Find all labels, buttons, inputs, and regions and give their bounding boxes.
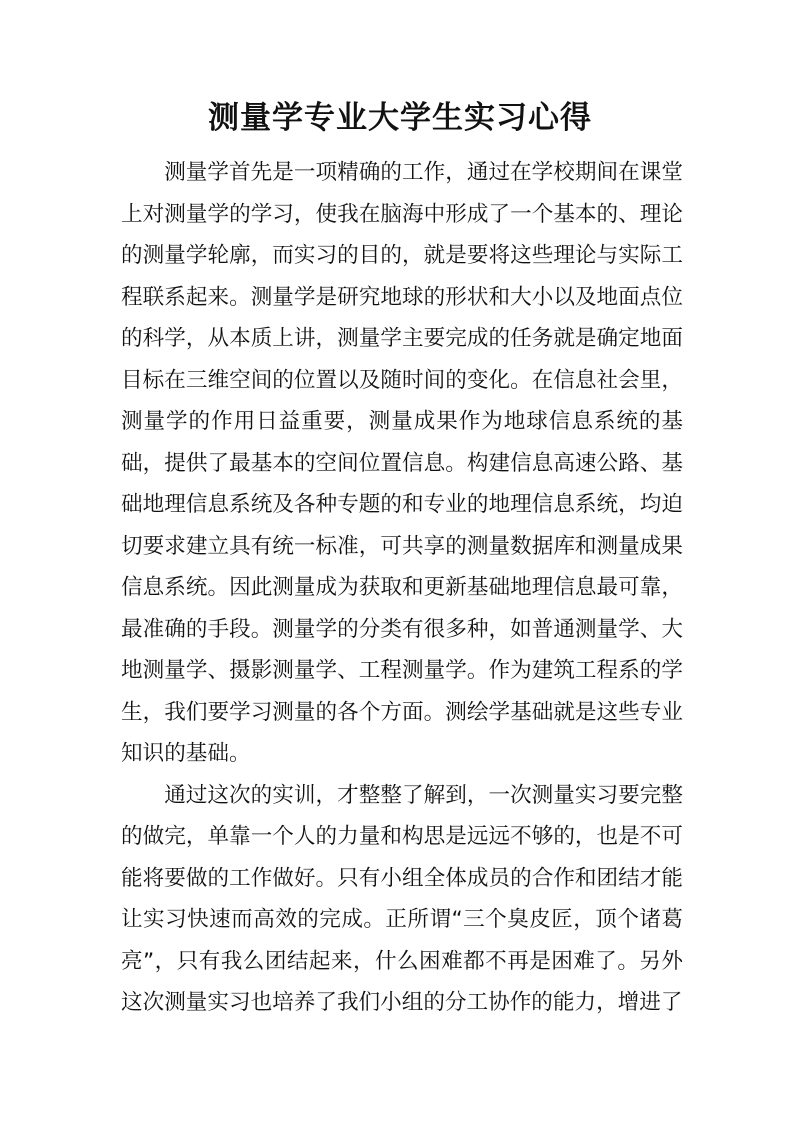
document-body [121,152,683,1024]
paragraph-2: 通过这次的实训，才整整了解到，一次测量实习要完整的做完，单靠一个人的力量和构思是远远不够的，也是不可能将要做的工作做好。只有小组全体成员的合作和团结才能让实习快速而高效的完成。正所谓“三个臭皮匠，顶个诸葛亮”，只有我么团结起来，什么困难都不再是困难了。另外这次测量实习也培养了我们小组的分工协作的能力，增进了 [121,782,683,1015]
paragraph-1: 测量学首先是一项精确的工作，通过在学校期间在课堂上对测量学的学习，使我在脑海中形成了一个基本的、理论的测量学轮廓，而实习的目的，就是要将这些理论与实际工程联系起来。测量学是研究地球的形状和大小以及地面点位的科学，从本质上讲，测量学主要完成的任务就是确定地面目标在三维空间的位置以及随时间的变化。在信息社会里，测量学的作用日益重要，测量成果作为地球信息系统的基础，提供了最基本的空间位置信息。构建信息高速公路、基础地理信息系统及各种专题的和专业的地理信息系统，均迫切要求建立具有统一标准，可共享的测量数据库和测量成果信息系统。因此测量成为获取和更新基础地理信息最可靠，最准确的手段。测量学的分类有很多种，如普通测量学、大地测量学、摄影测量学、工程测量学。作为建筑工程系的学生，我们要学习测量的各个方面。测绘学基础就是这些专业知识的基础。 [121,160,683,766]
document-title: 测量学专业大学生实习心得 [208,100,592,136]
